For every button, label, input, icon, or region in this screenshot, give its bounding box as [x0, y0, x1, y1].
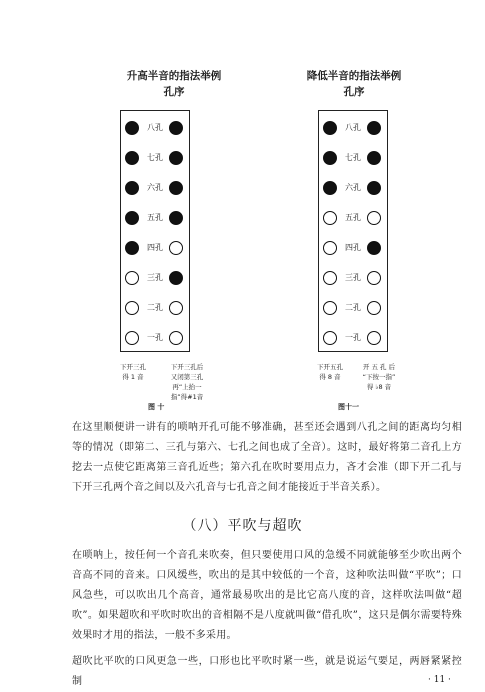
figure-title: 降低半音的指法举例 — [306, 70, 402, 82]
figure-subtitle: 孔序 — [163, 86, 185, 98]
hole-marker-left — [323, 121, 337, 135]
hole-label: 二孔 — [341, 303, 365, 313]
figure-title: 升高半音的指法举例 — [126, 70, 222, 82]
caption-right-a: 下开五孔 得 8 音 — [317, 363, 343, 381]
figure-label: 图十一 — [338, 403, 359, 411]
hole-marker-right — [367, 121, 381, 135]
hole-marker-right — [367, 301, 381, 315]
hole-marker-left — [125, 301, 139, 315]
hole-marker-right — [367, 151, 381, 165]
paragraph-ping-chao: 在唢呐上，按任何一个音孔来吹奏，但只要使用口风的急缓不同就能够至少吹出两个音高不同的音来。口风缓些，吹出的是其中较低的一个音，这种吹法叫做“平吹”；口风急些，可以吹出几个高音，通常最易吹出的是比它高八度的音，这样吹法叫做“超吹”。如果超吹和平吹时吹出的音相隔不是八度就叫做“借孔吹”，这只是偶尔需要特殊效果时才用的指法，一般不多采用。 — [72, 550, 462, 641]
hole-label: 四孔 — [143, 243, 167, 253]
hole-label: 七孔 — [341, 153, 365, 163]
hole-label: 六孔 — [341, 183, 365, 193]
hole-marker-right — [169, 211, 183, 225]
hole-label: 六孔 — [143, 183, 167, 193]
hole-marker-left — [323, 331, 337, 345]
hole-marker-right — [169, 301, 183, 315]
hole-marker-right — [367, 241, 381, 255]
hole-marker-right — [169, 271, 183, 285]
caption-right-b: 开 五 孔 后 “下按一指” 得 ♭8 音 — [362, 363, 396, 391]
caption-left-b: 下开三孔后 又闭第三孔 再“上抬一 指”得#1音 — [170, 363, 204, 401]
hole-label: 三孔 — [341, 273, 365, 283]
paragraph-chao-chui: 超吹比平吹的口风更急一些，口形也比平吹时紧一些，就是说运气要足，两唇紧紧控制 — [72, 656, 462, 687]
hole-marker-left — [125, 241, 139, 255]
hole-marker-right — [169, 181, 183, 195]
fingering-chart-left — [120, 110, 190, 352]
hole-label: 五孔 — [143, 213, 167, 223]
hole-label: 八孔 — [341, 123, 365, 133]
hole-label: 八孔 — [143, 123, 167, 133]
hole-label: 三孔 — [143, 273, 167, 283]
hole-label: 五孔 — [341, 213, 365, 223]
hole-marker-right — [367, 211, 381, 225]
hole-marker-right — [169, 121, 183, 135]
hole-marker-left — [323, 211, 337, 225]
hole-marker-right — [169, 241, 183, 255]
figure-subtitle: 孔序 — [343, 86, 365, 98]
hole-marker-left — [125, 151, 139, 165]
fingering-chart-right — [318, 110, 388, 352]
section-title: （八）平吹与超吹 — [182, 518, 303, 534]
hole-marker-right — [367, 181, 381, 195]
hole-marker-left — [323, 271, 337, 285]
hole-marker-left — [323, 301, 337, 315]
hole-marker-left — [125, 121, 139, 135]
hole-marker-right — [367, 331, 381, 345]
hole-marker-left — [323, 241, 337, 255]
page-number: · 11 · — [428, 675, 451, 685]
hole-label: 二孔 — [143, 303, 167, 313]
hole-label: 一孔 — [341, 333, 365, 343]
hole-marker-right — [367, 271, 381, 285]
hole-marker-left — [323, 181, 337, 195]
hole-marker-right — [169, 331, 183, 345]
hole-marker-right — [169, 151, 183, 165]
hole-marker-left — [125, 181, 139, 195]
hole-label: 四孔 — [341, 243, 365, 253]
hole-label: 一孔 — [143, 333, 167, 343]
figure-label: 图 十 — [148, 403, 165, 411]
hole-marker-left — [125, 211, 139, 225]
hole-marker-left — [125, 331, 139, 345]
paragraph-open-hole-note: 在这里顺便讲一讲有的唢呐开孔可能不够准确，甚至还会遇到八孔之间的距离均匀相等的情况（即第二、三孔与第六、七孔之间也成了全音）。这时，最好将第二音孔上方挖去一点使它距离第三音孔近些；第六孔在吹时要用点力，吝才会准（即下开二孔与下开三孔两个音之间以及六孔音与七孔音之间才能接近于半音关系）。 — [72, 422, 462, 493]
hole-marker-left — [323, 151, 337, 165]
hole-marker-left — [125, 271, 139, 285]
hole-label: 七孔 — [143, 153, 167, 163]
caption-left-a: 下开三孔 得 1 音 — [120, 363, 146, 381]
